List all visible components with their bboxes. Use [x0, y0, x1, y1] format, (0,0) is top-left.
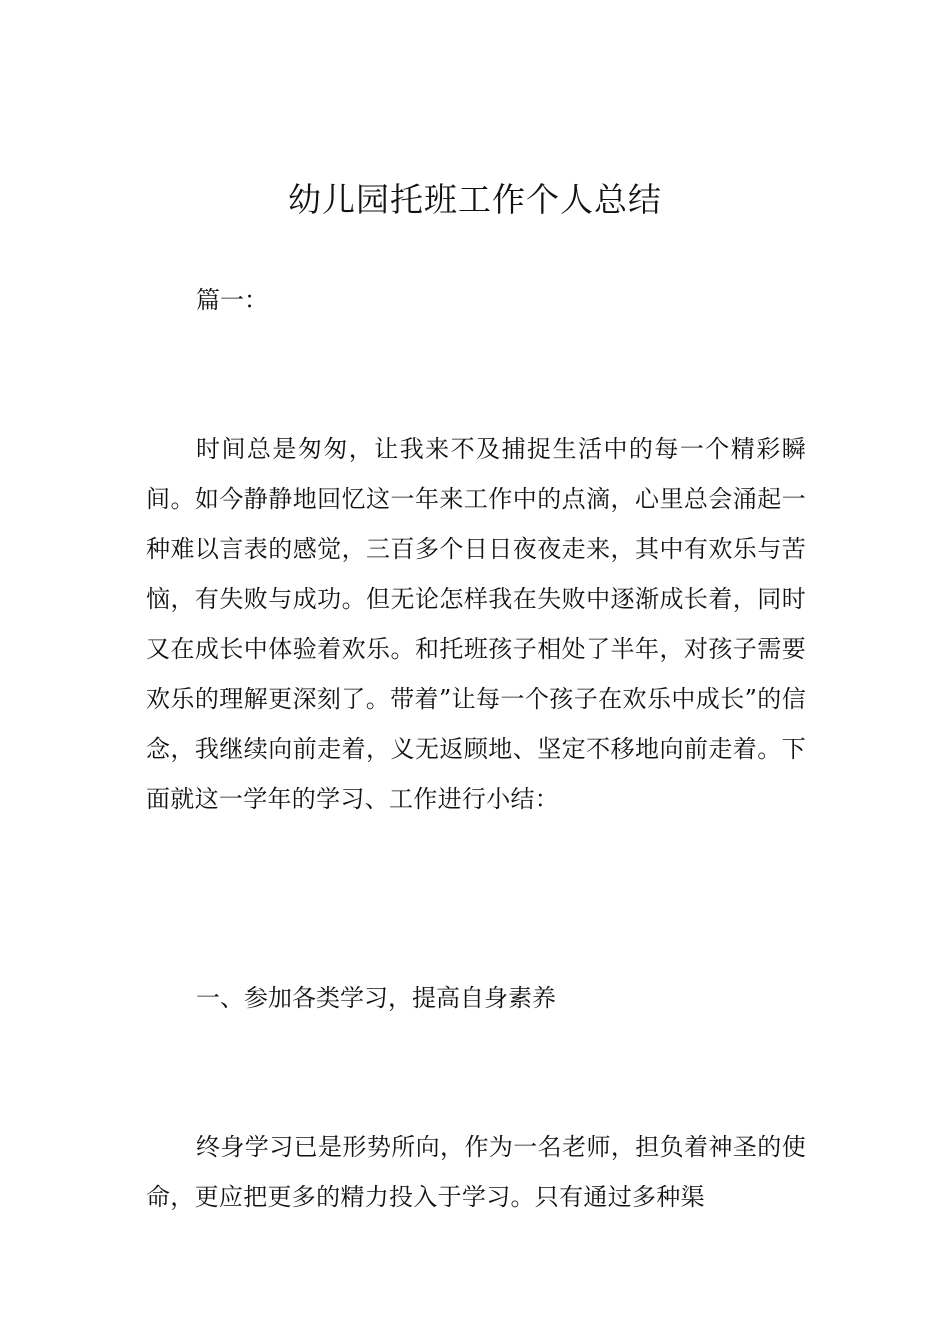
body-paragraph-2: 终身学习已是形势所向，作为一名老师，担负着神圣的使命，更应把更多的精力投入于学习。只有通过多种渠: [146, 1133, 806, 1211]
section-label: 篇一：: [196, 286, 268, 314]
body-paragraph-1: 时间总是匆匆，让我来不及捕捉生活中的每一个精彩瞬间。如今静静地回忆这一年来工作中的点滴，心里总会涌起一种难以言表的感觉，三百多个日日夜夜走来，其中有欢乐与苦恼，有失败与成功。但无论怎样我在失败中逐渐成长着，同时又在成长中体验着欢乐。和托班孩子相处了半年，对孩子需要欢乐的理解更深刻了。带着”让每一个孩子在欢乐中成长”的信念，我继续向前走着，义无返顾地、坚定不移地向前走着。下面就这一学年的学习、工作进行小结：: [146, 435, 806, 813]
section-heading-1: 一、参加各类学习，提高自身素养: [196, 984, 556, 1012]
document-title: 幼儿园托班工作个人总结: [288, 180, 662, 219]
